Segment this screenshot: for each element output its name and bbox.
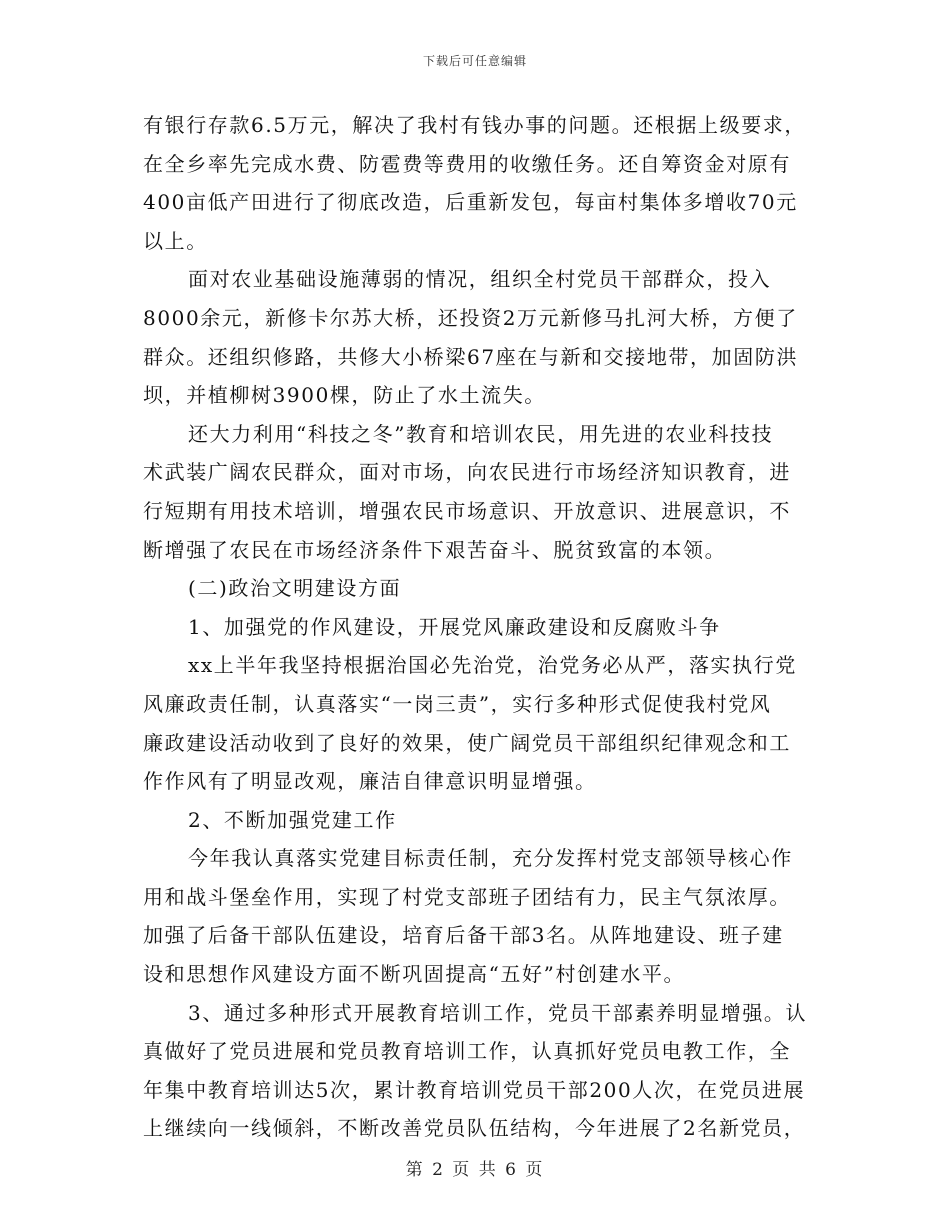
text-line: 2、不断加强党建工作 <box>188 807 397 832</box>
text-line: 术武装广阔农民群众，面对市场，向农民进行市场经济知识教育，进 <box>143 460 791 485</box>
text-line: 风廉政责任制，认真落实“一岗三责”，实行多种形式促使我村党风 <box>143 691 772 716</box>
text-line: 8000余元，新修卡尔苏大桥，还投资2万元新修马扎河大桥，方便了 <box>143 305 798 330</box>
text-line: 上继续向一线倾斜，不断改善党员队伍结构，今年进展了2名新党员， <box>143 1116 806 1141</box>
text-line: 用和战斗堡垒作用，实现了村党支部班子团结有力，民主气氛浓厚。 <box>143 884 791 909</box>
text-line: 有银行存款6.5万元，解决了我村有钱办事的问题。还根据上级要求， <box>143 113 807 137</box>
page-header: 下载后可任意编辑 <box>422 54 527 68</box>
document-body <box>143 106 807 1148</box>
text-line: 作作风有了明显改观，廉洁自律意识明显增强。 <box>143 769 597 794</box>
text-line: 断增强了农民在市场经济条件下艰苦奋斗、脱贫致富的本领。 <box>143 537 727 562</box>
text-line: 3、通过多种形式开展教育培训工作，党员干部素养明显增强。认 <box>188 1000 808 1025</box>
text-line: (二)政治文明建设方面 <box>188 576 402 601</box>
text-line: 真做好了党员进展和党员教育培训工作，认真抓好党员电教工作，全 <box>143 1039 791 1064</box>
text-line: 还大力利用“科技之冬”教育和培训农民，用先进的农业科技技 <box>188 421 774 446</box>
text-line: 面对农业基础设施薄弱的情况，组织全村党员干部群众，投入 <box>188 267 772 292</box>
text-line: 400亩低产田进行了彻底改造，后重新发包，每亩村集体多增收70元 <box>143 190 798 215</box>
text-line: 以上。 <box>143 228 208 253</box>
text-line: 今年我认真落实党建目标责任制，充分发挥村党支部领导核心作 <box>188 846 793 871</box>
text-line: 设和思想作风建设方面不断巩固提高“五好”村创建水平。 <box>143 962 686 987</box>
page-footer: 第 2 页 共 6 页 <box>405 1160 545 1180</box>
text-line: 群众。还组织修路，共修大小桥梁67座在与新和交接地带，加固防洪 <box>143 344 799 369</box>
text-line: 1、加强党的作风建设，开展党风廉政建设和反腐败斗争 <box>188 614 721 639</box>
text-line: 行短期有用技术培训，增强农民市场意识、开放意识、进展意识，不 <box>143 498 791 523</box>
text-line: 年集中教育培训达5次，累计教育培训党员干部200人次，在党员进展 <box>143 1077 806 1102</box>
text-line: 在全乡率先完成水费、防雹费等费用的收缴任务。还自筹资金对原有 <box>143 151 791 176</box>
text-line: xx上半年我坚持根据治国必先治党，治党务必从严，落实执行党 <box>188 653 797 678</box>
text-line: 加强了后备干部队伍建设，培育后备干部3名。从阵地建设、班子建 <box>143 923 784 948</box>
text-line: 廉政建设活动收到了良好的效果，使广阔党员干部组织纪律观念和工 <box>143 730 791 755</box>
text-line: 坝，并植柳树3900棵，防止了水土流失。 <box>143 383 546 408</box>
